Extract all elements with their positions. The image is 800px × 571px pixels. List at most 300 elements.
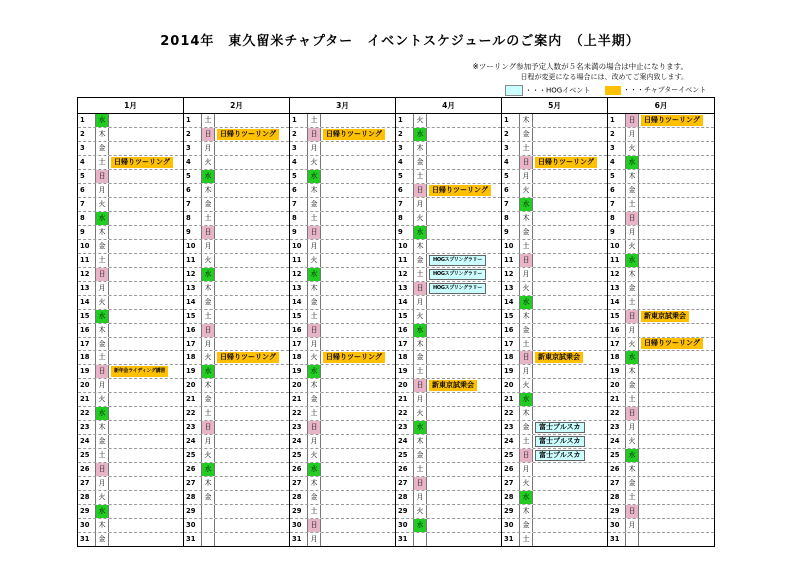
day-row [184, 254, 289, 268]
day-number: 2 [608, 128, 626, 141]
day-row [608, 128, 714, 142]
day-of-week: 月 [626, 421, 639, 434]
day-number: 25 [184, 449, 202, 462]
day-of-week: 水 [308, 170, 321, 183]
day-row [396, 393, 501, 407]
day-of-week: 日 [414, 379, 427, 392]
day-number: 12 [290, 268, 308, 281]
day-number: 31 [608, 533, 626, 546]
day-number: 14 [396, 296, 414, 309]
chapter-event: 日帰りツーリング [323, 352, 385, 363]
day-number: 25 [608, 449, 626, 462]
day-of-week: 金 [308, 198, 321, 211]
day-row [184, 170, 289, 184]
day-row [608, 156, 714, 170]
day-of-week: 金 [308, 393, 321, 406]
day-of-week: 金 [96, 533, 109, 546]
day-of-week: 土 [308, 407, 321, 420]
day-number: 27 [290, 477, 308, 490]
day-row [396, 379, 501, 393]
day-number: 17 [502, 338, 520, 351]
day-of-week: 水 [414, 421, 427, 434]
day-of-week: 水 [96, 114, 109, 127]
day-row [396, 198, 501, 212]
day-of-week: 金 [520, 128, 533, 141]
day-number: 25 [502, 449, 520, 462]
day-number: 10 [184, 240, 202, 253]
day-row [502, 365, 607, 379]
day-row [78, 351, 183, 365]
day-row [290, 421, 395, 435]
day-number: 16 [290, 324, 308, 337]
legend-hog-swatch [505, 85, 523, 96]
day-of-week: 火 [520, 184, 533, 197]
day-of-week: 火 [414, 310, 427, 323]
month-column [608, 98, 714, 546]
day-of-week: 月 [202, 142, 215, 155]
day-number: 15 [608, 310, 626, 323]
day-number: 18 [78, 351, 96, 364]
day-of-week: 水 [414, 226, 427, 239]
day-number: 22 [396, 407, 414, 420]
day-row [290, 198, 395, 212]
day-of-week: 木 [626, 365, 639, 378]
day-row [290, 463, 395, 477]
day-row [184, 184, 289, 198]
chapter-event: 新東京試乗会 [535, 352, 583, 363]
day-number: 3 [290, 142, 308, 155]
day-of-week [414, 533, 427, 546]
day-row [608, 449, 714, 463]
day-number: 17 [184, 338, 202, 351]
day-of-week: 土 [96, 254, 109, 267]
chapter-event: 新東京試乗会 [641, 311, 689, 322]
day-number: 28 [396, 491, 414, 504]
day-row [290, 226, 395, 240]
day-number: 10 [78, 240, 96, 253]
day-of-week: 水 [520, 491, 533, 504]
day-of-week [202, 533, 215, 546]
day-row [184, 407, 289, 421]
day-number: 24 [290, 435, 308, 448]
day-row [396, 170, 501, 184]
day-of-week: 火 [626, 142, 639, 155]
day-number: 3 [608, 142, 626, 155]
day-row [78, 407, 183, 421]
day-row [184, 338, 289, 352]
day-of-week: 木 [520, 114, 533, 127]
day-number: 26 [608, 463, 626, 476]
day-of-week: 木 [308, 477, 321, 490]
note-cancellation: ※ツーリング参加予定人数が５名未満の場合は中止になります。 [472, 62, 688, 71]
day-number: 22 [608, 407, 626, 420]
day-row [78, 296, 183, 310]
day-row [78, 128, 183, 142]
day-number: 2 [78, 128, 96, 141]
day-of-week: 水 [202, 170, 215, 183]
day-row [608, 338, 714, 352]
day-row [290, 519, 395, 533]
day-row [608, 240, 714, 254]
day-number: 20 [608, 379, 626, 392]
day-of-week: 金 [308, 296, 321, 309]
day-of-week: 木 [96, 519, 109, 532]
day-number: 3 [502, 142, 520, 155]
day-number: 9 [502, 226, 520, 239]
day-number: 30 [78, 519, 96, 532]
day-row [502, 407, 607, 421]
day-row [78, 268, 183, 282]
day-of-week: 水 [520, 296, 533, 309]
day-number: 21 [290, 393, 308, 406]
day-of-week: 金 [96, 240, 109, 253]
day-number: 25 [396, 449, 414, 462]
day-row [396, 212, 501, 226]
day-of-week: 金 [96, 338, 109, 351]
day-number: 22 [184, 407, 202, 420]
day-row [290, 310, 395, 324]
day-number: 19 [396, 365, 414, 378]
day-of-week: 木 [96, 128, 109, 141]
day-number: 2 [396, 128, 414, 141]
month-column [502, 98, 608, 546]
day-of-week: 木 [202, 379, 215, 392]
day-number: 30 [502, 519, 520, 532]
day-number: 17 [78, 338, 96, 351]
day-number: 5 [608, 170, 626, 183]
day-row [502, 170, 607, 184]
day-of-week: 木 [520, 212, 533, 225]
hog-event: 富士ブルスカ [535, 422, 585, 433]
day-of-week: 月 [308, 240, 321, 253]
day-of-week: 金 [626, 379, 639, 392]
day-of-week: 木 [308, 282, 321, 295]
day-row [290, 435, 395, 449]
chapter-event: 日帰りツーリング [535, 157, 597, 168]
day-row [290, 184, 395, 198]
day-row [184, 491, 289, 505]
day-row [290, 128, 395, 142]
day-of-week: 水 [96, 407, 109, 420]
day-of-week: 木 [414, 435, 427, 448]
day-row [184, 114, 289, 128]
day-row [502, 212, 607, 226]
day-row [184, 310, 289, 324]
chapter-event: 日帰りツーリング [323, 129, 385, 140]
day-row [184, 212, 289, 226]
day-row [608, 533, 714, 546]
day-number: 31 [396, 533, 414, 546]
legend-hog-label: ・・・HOGイベント [525, 86, 591, 95]
day-of-week: 日 [626, 114, 639, 127]
day-row [78, 142, 183, 156]
day-number: 19 [78, 365, 96, 378]
day-number: 1 [184, 114, 202, 127]
day-of-week: 日 [96, 268, 109, 281]
day-number: 29 [608, 505, 626, 518]
day-number: 26 [78, 463, 96, 476]
hog-event: HOGスプリングラリー [429, 283, 486, 294]
day-of-week: 日 [414, 184, 427, 197]
day-row [502, 379, 607, 393]
day-of-week: 火 [96, 393, 109, 406]
day-number: 31 [290, 533, 308, 546]
day-of-week: 火 [96, 198, 109, 211]
day-row [184, 296, 289, 310]
day-of-week: 金 [96, 142, 109, 155]
day-number: 8 [290, 212, 308, 225]
day-number: 7 [78, 198, 96, 211]
day-number: 19 [290, 365, 308, 378]
day-of-week: 土 [626, 296, 639, 309]
day-of-week: 土 [626, 198, 639, 211]
day-number: 12 [396, 268, 414, 281]
day-row [502, 198, 607, 212]
day-row [502, 296, 607, 310]
day-row [78, 393, 183, 407]
day-of-week: 水 [202, 463, 215, 476]
day-row [78, 449, 183, 463]
day-number: 3 [184, 142, 202, 155]
day-of-week: 火 [308, 449, 321, 462]
day-of-week: 火 [308, 156, 321, 169]
day-number: 13 [184, 282, 202, 295]
day-of-week: 火 [202, 449, 215, 462]
day-of-week: 金 [414, 351, 427, 364]
day-of-week: 月 [520, 365, 533, 378]
day-number: 28 [184, 491, 202, 504]
day-row [78, 240, 183, 254]
day-row [396, 421, 501, 435]
day-number: 18 [184, 351, 202, 364]
day-of-week: 火 [414, 505, 427, 518]
day-number: 24 [502, 435, 520, 448]
day-of-week: 月 [96, 184, 109, 197]
day-row [396, 268, 501, 282]
day-number: 24 [184, 435, 202, 448]
day-of-week: 月 [308, 533, 321, 546]
day-row [290, 114, 395, 128]
day-row [290, 142, 395, 156]
day-row [502, 268, 607, 282]
day-row [78, 184, 183, 198]
day-number: 19 [502, 365, 520, 378]
day-of-week: 火 [308, 254, 321, 267]
day-row [290, 240, 395, 254]
day-row [502, 491, 607, 505]
day-row [184, 379, 289, 393]
day-of-week: 水 [96, 310, 109, 323]
day-row [396, 533, 501, 546]
day-of-week: 水 [202, 365, 215, 378]
day-number: 5 [290, 170, 308, 183]
day-number: 20 [502, 379, 520, 392]
day-number: 6 [78, 184, 96, 197]
day-row [396, 519, 501, 533]
hog-event: HOGスプリングラリー [429, 255, 486, 266]
day-of-week: 火 [202, 254, 215, 267]
day-number: 28 [608, 491, 626, 504]
day-of-week: 土 [414, 268, 427, 281]
day-number: 1 [78, 114, 96, 127]
day-row [608, 282, 714, 296]
day-row [184, 393, 289, 407]
day-number: 4 [78, 156, 96, 169]
day-number: 7 [502, 198, 520, 211]
day-number: 12 [608, 268, 626, 281]
day-row [184, 533, 289, 546]
day-row [608, 254, 714, 268]
day-row [290, 170, 395, 184]
day-number: 4 [396, 156, 414, 169]
day-number: 5 [502, 170, 520, 183]
day-of-week: 水 [520, 393, 533, 406]
day-number: 29 [184, 505, 202, 518]
day-row [78, 338, 183, 352]
day-row [502, 282, 607, 296]
day-number: 17 [396, 338, 414, 351]
day-number: 29 [290, 505, 308, 518]
day-number: 21 [502, 393, 520, 406]
day-of-week: 日 [96, 463, 109, 476]
day-number: 24 [396, 435, 414, 448]
day-number: 18 [502, 351, 520, 364]
day-of-week: 日 [308, 226, 321, 239]
day-number: 13 [290, 282, 308, 295]
day-of-week: 月 [96, 477, 109, 490]
day-row [78, 282, 183, 296]
day-number: 9 [396, 226, 414, 239]
day-number: 13 [608, 282, 626, 295]
day-row [184, 463, 289, 477]
day-of-week: 木 [414, 142, 427, 155]
day-of-week: 日 [626, 310, 639, 323]
day-number: 12 [502, 268, 520, 281]
day-number: 26 [396, 463, 414, 476]
day-of-week: 金 [414, 156, 427, 169]
day-row [184, 449, 289, 463]
day-of-week: 日 [520, 351, 533, 364]
day-of-week: 日 [626, 212, 639, 225]
day-row [290, 533, 395, 546]
day-of-week: 木 [308, 184, 321, 197]
day-number: 21 [396, 393, 414, 406]
day-of-week: 土 [308, 212, 321, 225]
day-row [502, 156, 607, 170]
day-of-week [626, 533, 639, 546]
day-number: 26 [290, 463, 308, 476]
day-number: 31 [502, 533, 520, 546]
day-row [502, 435, 607, 449]
day-number: 22 [290, 407, 308, 420]
day-of-week: 月 [626, 324, 639, 337]
day-of-week: 金 [202, 198, 215, 211]
day-of-week: 土 [414, 365, 427, 378]
day-number: 25 [290, 449, 308, 462]
day-row [502, 477, 607, 491]
day-number: 9 [78, 226, 96, 239]
hog-event: 富士ブルスカ [535, 450, 585, 461]
day-of-week: 木 [626, 268, 639, 281]
day-of-week: 木 [308, 379, 321, 392]
day-of-week: 月 [308, 142, 321, 155]
day-of-week: 火 [520, 282, 533, 295]
day-of-week: 土 [96, 351, 109, 364]
day-row [502, 338, 607, 352]
day-of-week: 月 [626, 519, 639, 532]
day-row [502, 324, 607, 338]
day-number: 30 [396, 519, 414, 532]
day-number: 12 [184, 268, 202, 281]
note-schedule-change: 日程が変更になる場合には、改めてご案内致します。 [520, 73, 688, 81]
day-of-week: 火 [626, 240, 639, 253]
day-number: 9 [608, 226, 626, 239]
day-of-week: 土 [202, 407, 215, 420]
hog-event: HOGスプリングラリー [429, 269, 486, 280]
day-number: 7 [608, 198, 626, 211]
day-number: 21 [184, 393, 202, 406]
day-number: 13 [78, 282, 96, 295]
day-row [396, 226, 501, 240]
day-of-week: 土 [520, 533, 533, 546]
day-number: 6 [396, 184, 414, 197]
day-row [396, 142, 501, 156]
day-row [608, 170, 714, 184]
legend-chapter-swatch [605, 86, 621, 95]
day-of-week: 金 [308, 491, 321, 504]
day-number: 3 [78, 142, 96, 155]
day-number: 5 [78, 170, 96, 183]
chapter-event: 日帰りツーリング [641, 115, 703, 126]
day-number: 28 [78, 491, 96, 504]
day-row [78, 324, 183, 338]
day-of-week: 月 [308, 435, 321, 448]
day-row [290, 268, 395, 282]
day-row [608, 477, 714, 491]
day-number: 8 [502, 212, 520, 225]
day-row [184, 142, 289, 156]
day-number: 29 [396, 505, 414, 518]
day-number: 20 [396, 379, 414, 392]
day-row [184, 365, 289, 379]
day-number: 19 [608, 365, 626, 378]
day-row [290, 449, 395, 463]
month-column [290, 98, 396, 546]
day-of-week: 土 [626, 393, 639, 406]
day-row [184, 435, 289, 449]
day-of-week: 土 [308, 505, 321, 518]
day-number: 6 [184, 184, 202, 197]
day-of-week: 水 [626, 449, 639, 462]
day-of-week: 水 [520, 198, 533, 211]
hog-event: 富士ブルスカ [535, 436, 585, 447]
day-of-week: 日 [308, 421, 321, 434]
day-of-week: 火 [414, 407, 427, 420]
day-row [608, 421, 714, 435]
day-number: 16 [184, 324, 202, 337]
day-number: 26 [184, 463, 202, 476]
day-row [608, 142, 714, 156]
day-row [290, 351, 395, 365]
day-row [608, 491, 714, 505]
day-number: 7 [396, 198, 414, 211]
day-number: 15 [396, 310, 414, 323]
legend-chapter-label: ・・・チャプターイベント [623, 86, 707, 94]
day-number: 31 [78, 533, 96, 546]
day-number: 4 [608, 156, 626, 169]
day-number: 25 [78, 449, 96, 462]
day-row [184, 240, 289, 254]
